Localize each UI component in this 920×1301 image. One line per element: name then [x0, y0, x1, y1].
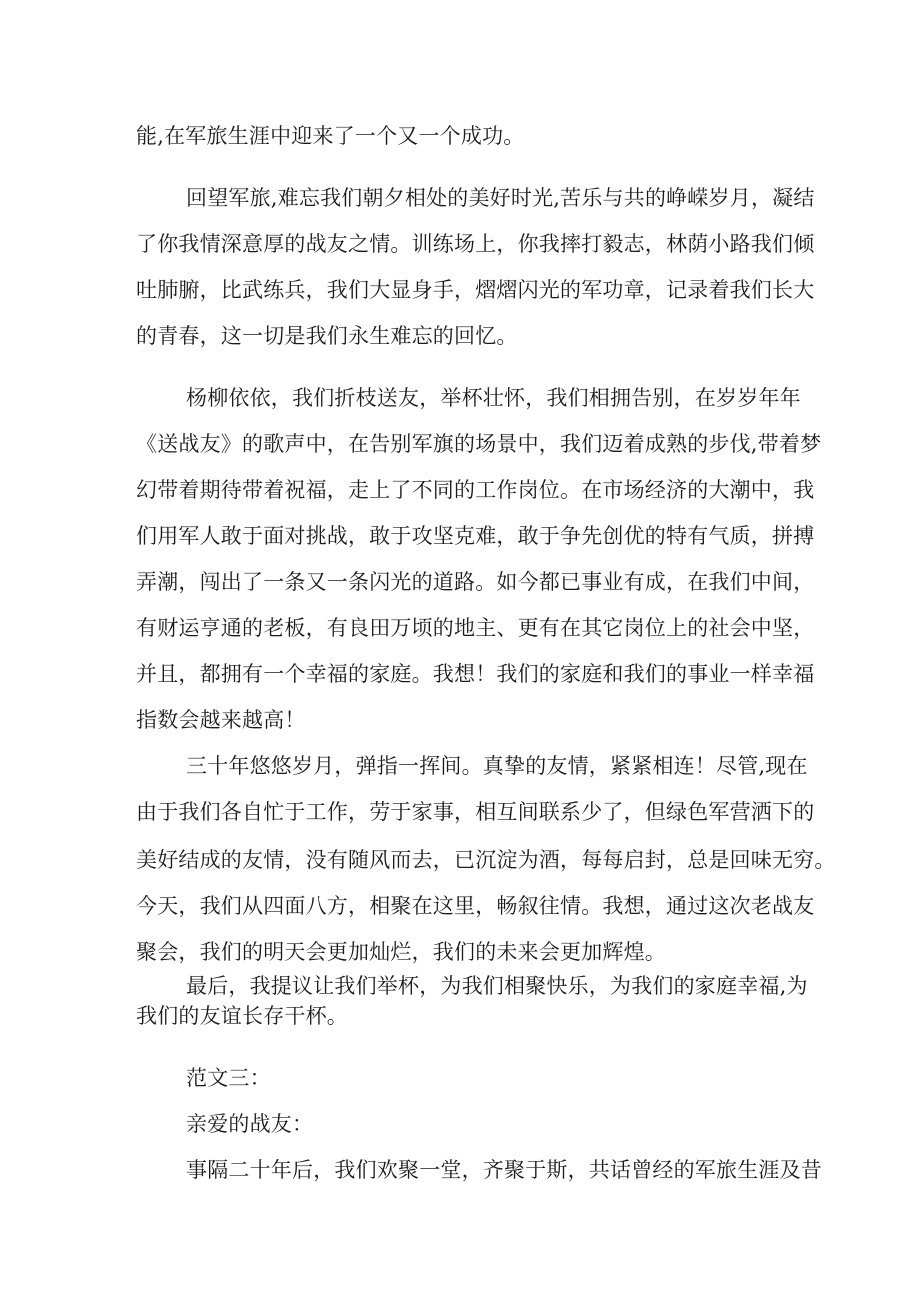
text-line: 幻带着期待带着祝福，走上了不同的工作岗位。在市场经济的大潮中，我 [136, 478, 815, 502]
text-line: 弄潮，闯出了一条又一条闪光的道路。如今都已事业有成，在我们中间， [136, 570, 815, 594]
text-line: 有财运亨通的老板，有良田万顷的地主、更有在其它岗位上的社会中坚， [136, 616, 815, 640]
text-line: 美好结成的友情，没有随风而去，已沉淀为酒，每每启封，总是回味无穷。 [136, 848, 836, 872]
paragraph-first-line: 最后，我提议让我们举杯，为我们相聚快乐，为我们的家庭幸福,为 [186, 974, 808, 998]
text-line: 吐肺腑，比武练兵，我们大显身手，熠熠闪光的军功章，记录着我们长大 [136, 278, 815, 302]
text-line: 聚会，我们的明天会更加灿烂，我们的未来会更加辉煌。 [136, 940, 666, 964]
text-line: 指数会越来越高！ [136, 708, 306, 732]
text-line: 并且，都拥有一个幸福的家庭。我想！我们的家庭和我们的事业一样幸福 [136, 662, 815, 686]
text-line: 今天，我们从四面八方，相聚在这里，畅叙往情。我想，通过这次老战友 [136, 894, 815, 918]
paragraph-first-line: 回望军旅,难忘我们朝夕相处的美好时光,苦乐与共的峥嵘岁月，凝结 [186, 186, 815, 210]
paragraph-first-line: 三十年悠悠岁月，弹指一挥间。真挚的友情，紧紧相连！尽管,现在 [186, 754, 808, 778]
text-line: 了你我情深意厚的战友之情。训练场上，你我摔打毅志，林荫小路我们倾 [136, 232, 815, 256]
text-line: 能,在军旅生涯中迎来了一个又一个成功。 [136, 124, 525, 148]
text-line: 《送战友》的歌声中，在告别军旗的场景中，我们迈着成熟的步伐,带着梦 [136, 432, 822, 456]
paragraph-first-line: 杨柳依依，我们折枝送友，举杯壮怀，我们相拥告别，在岁岁年年 [186, 386, 801, 410]
text-line: 我们的友谊长存干杯。 [136, 1004, 348, 1028]
text-line: 们用军人敢于面对挑战，敢于攻坚克难，敢于争先创优的特有气质，拼搏 [136, 524, 815, 548]
text-line: 由于我们各自忙于工作，劳于家事，相互间联系少了，但绿色军营洒下的 [136, 800, 815, 824]
paragraph-first-line: 事隔二十年后，我们欢聚一堂，齐聚于斯，共话曾经的军旅生涯及昔 [186, 1158, 822, 1182]
salutation: 亲爱的战友： [186, 1112, 314, 1136]
text-line: 的青春，这一切是我们永生难忘的回忆。 [136, 324, 518, 348]
section-heading: 范文三： [186, 1066, 271, 1090]
